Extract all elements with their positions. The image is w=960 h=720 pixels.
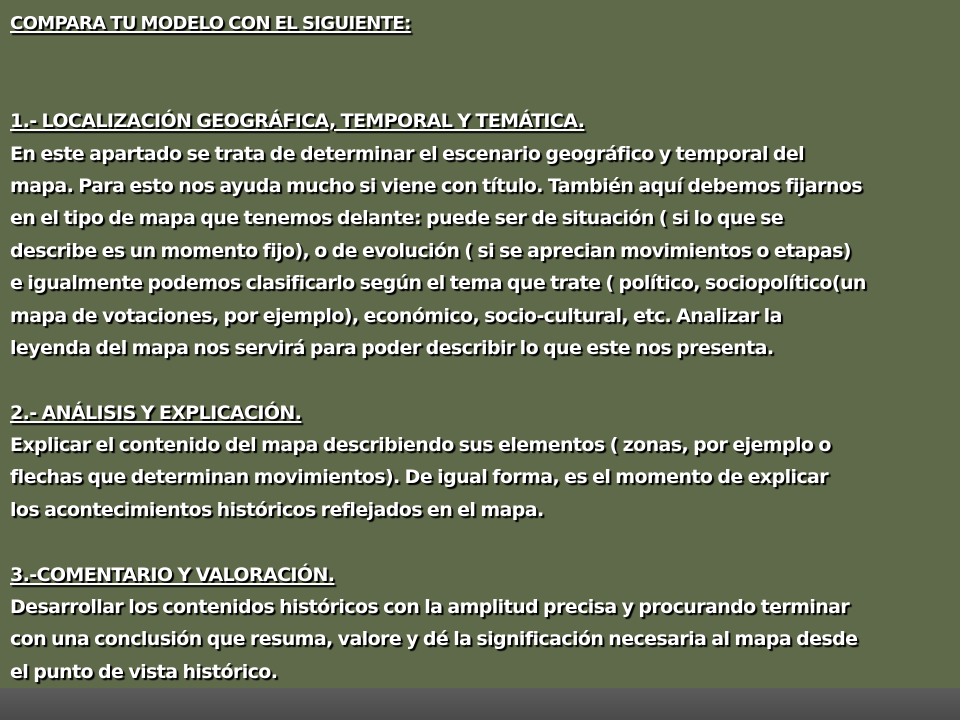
section-1-line: describe es un momento fijo), o de evolución ( si se aprecian movimientos o etapas) (10, 239, 851, 262)
section-1-line: en el tipo de mapa que tenemos delante: puede ser de situación ( si lo que se (10, 207, 784, 230)
spacer (10, 364, 955, 396)
spacer (10, 40, 955, 72)
section-2-line: flechas que determinan movimientos). De igual forma, es el momento de explicar (10, 466, 829, 489)
spacer (10, 73, 955, 105)
section-2-line: los acontecimientos históricos reflejados en el mapa. (10, 498, 544, 521)
section-2-heading: 2.- ANÁLISIS Y EXPLICACIÓN. (10, 401, 302, 424)
section-3-line: con una conclusión que resuma, valore y dé la significación necesaria al mapa desde (10, 628, 858, 651)
section-1-line: mapa. Para esto nos ayuda mucho si viene con título. También aquí debemos fijarnos (10, 174, 862, 197)
section-2-line: Explicar el contenido del mapa describiendo sus elementos ( zonas, por ejemplo o (10, 434, 831, 457)
section-1-line: e igualmente podemos clasificarlo según el tema que trate ( político, sociopolítico(un (10, 272, 866, 295)
section-1-line: En este apartado se trata de determinar el escenario geográfico y temporal del (10, 142, 805, 165)
slide-title: COMPARA TU MODELO CON EL SIGUIENTE: (10, 13, 411, 34)
section-1-heading: 1.- LOCALIZACIÓN GEOGRÁFICA, TEMPORAL Y TEMÁTICA. (10, 110, 585, 133)
spacer (10, 526, 955, 558)
slide-content (10, 8, 955, 688)
bottom-bar (0, 688, 960, 720)
section-3-line: Desarrollar los contenidos históricos con la amplitud precisa y procurando terminar (10, 596, 850, 619)
section-3-line: el punto de vista histórico. (10, 660, 278, 683)
section-1-line: leyenda del mapa nos servirá para poder describir lo que este nos presenta. (10, 336, 774, 359)
section-3-heading: 3.-COMENTARIO Y VALORACIÓN. (10, 563, 335, 586)
section-1-line: mapa de votaciones, por ejemplo), económico, socio-cultural, etc. Analizar la (10, 304, 782, 327)
